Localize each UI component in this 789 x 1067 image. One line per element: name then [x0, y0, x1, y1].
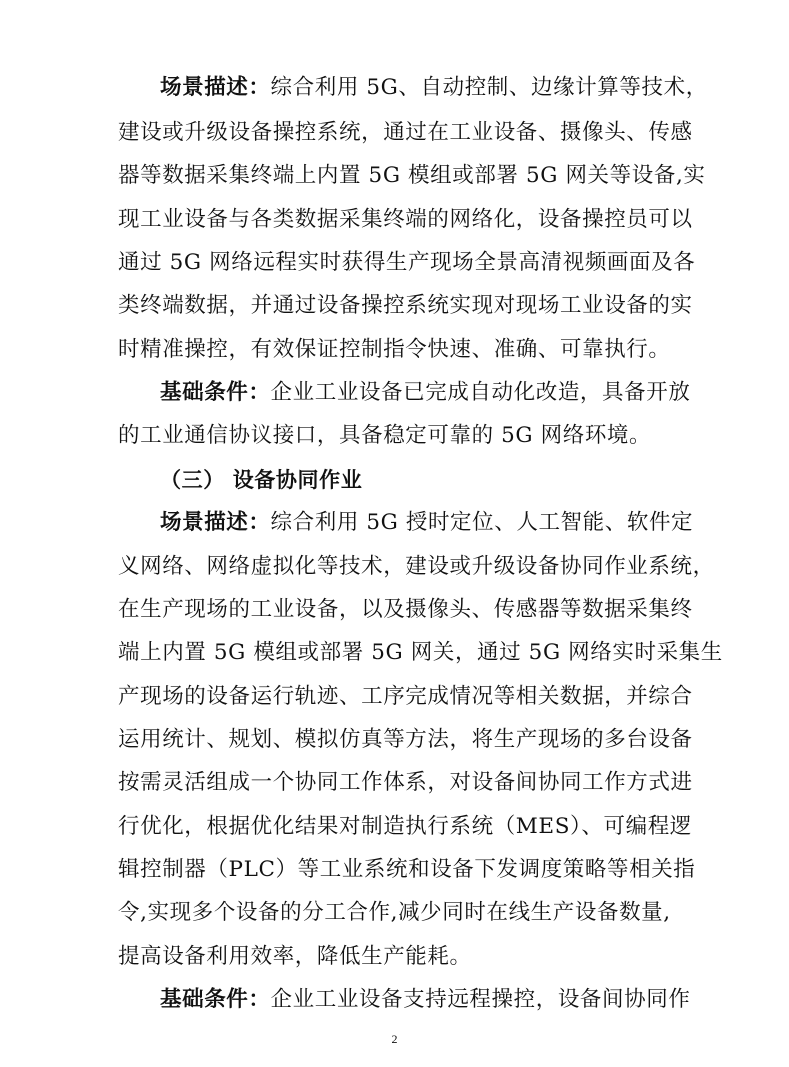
- scene-description-label: 场景描述：: [160, 510, 271, 535]
- paragraph-line: 按需灵活组成一个协同工作体系，对设备间协同工作方式进: [118, 770, 693, 795]
- basic-conditions-label: 基础条件：: [160, 987, 271, 1012]
- paragraph-line: 端上内置 5G 模组或部署 5G 网关，通过 5G 网络实时采集生: [118, 640, 723, 665]
- paragraph-line: 现工业设备与各类数据采集终端的网络化，设备操控员可以: [118, 207, 693, 232]
- paragraph-line: 提高设备利用效率，降低生产能耗。: [118, 944, 472, 969]
- paragraph-line: 运用统计、规划、模拟仿真等方法，将生产现场的多台设备: [118, 727, 693, 752]
- paragraph-line: 在生产现场的工业设备，以及摄像头、传感器等数据采集终: [118, 597, 693, 622]
- paragraph-line: 类终端数据，并通过设备操控系统实现对现场工业设备的实: [118, 293, 693, 318]
- paragraph-line: [160, 508, 694, 538]
- section-heading: （三） 设备协同作业: [160, 468, 363, 492]
- paragraph-line: [160, 73, 708, 103]
- paragraph-text: 综合利用 5G、自动控制、边缘计算等技术，: [270, 75, 708, 100]
- paragraph-line: 器等数据采集终端上内置 5G 模组或部署 5G 网关等设备,实: [118, 163, 706, 188]
- scene-description-label: 场景描述：: [160, 75, 271, 100]
- paragraph-text: 综合利用 5G 授时定位、人工智能、软件定: [270, 510, 694, 535]
- paragraph-line: [160, 985, 691, 1015]
- paragraph-line: 产现场的设备运行轨迹、工序完成情况等相关数据，并综合: [118, 684, 693, 709]
- basic-conditions-label: 基础条件：: [160, 380, 271, 405]
- paragraph-line: 通过 5G 网络远程实时获得生产现场全景高清视频画面及各: [118, 250, 696, 275]
- paragraph-line: 的工业通信协议接口，具备稳定可靠的 5G 网络环境。: [118, 423, 652, 448]
- paragraph-line: [160, 378, 691, 408]
- paragraph-line: 建设或升级设备操控系统，通过在工业设备、摄像头、传感: [118, 120, 693, 145]
- paragraph-text: 企业工业设备已完成自动化改造，具备开放: [270, 380, 691, 405]
- paragraph-line: 令,实现多个设备的分工合作,减少同时在线生产设备数量,: [118, 900, 671, 925]
- paragraph-line: 行优化，根据优化结果对制造执行系统（MES）、可编程逻: [118, 814, 692, 839]
- paragraph-line: 时精准操控，有效保证控制指令快速、准确、可靠执行。: [118, 337, 671, 362]
- paragraph-text: 企业工业设备支持远程操控，设备间协同作: [270, 987, 691, 1012]
- paragraph-line: 辑控制器（PLC）等工业系统和设备下发调度策略等相关指: [118, 857, 696, 882]
- paragraph-line: 义网络、网络虚拟化等技术，建设或升级设备协同作业系统，: [118, 554, 715, 579]
- page-number: 2: [391, 1032, 398, 1046]
